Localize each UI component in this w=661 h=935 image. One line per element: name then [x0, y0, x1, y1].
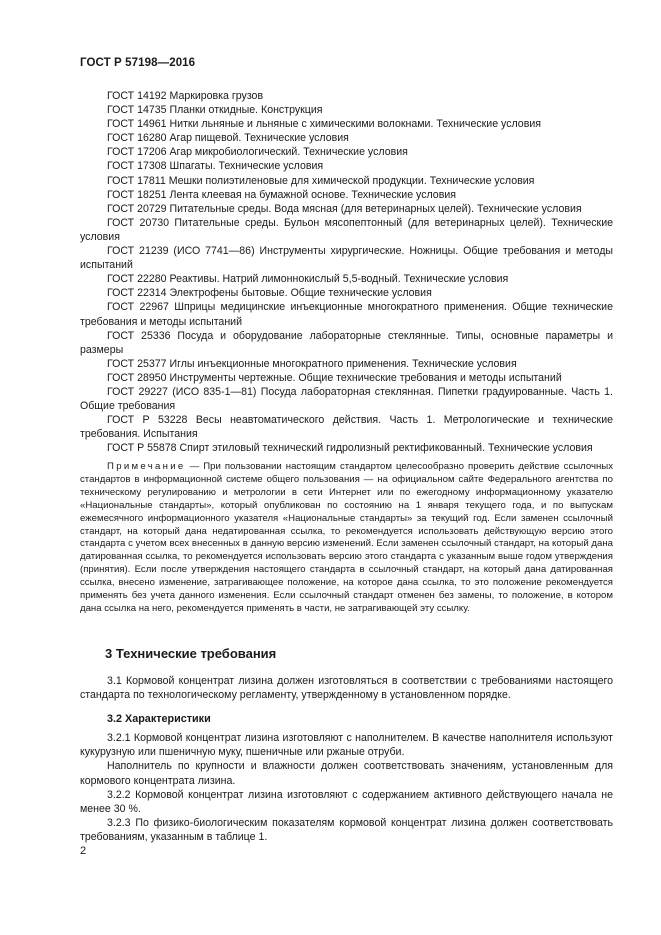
note-paragraph [80, 461, 613, 616]
paragraph-3-2-1: 3.2.1 Кормовой концентрат лизина изготовляют с наполнителем. В качестве наполнителя используют кукурузную или пшеничную муку, пшеничные или ржаные отруби. [80, 732, 613, 759]
paragraph-3-2-2: 3.2.2 Кормовой концентрат лизина изготовляют с содержанием активного действующего начала не менее 30 %. [80, 788, 613, 816]
reference-item: ГОСТ 25336 Посуда и оборудование лабораторные стеклянные. Типы, основные параметры и размеры [80, 329, 613, 356]
reference-item: ГОСТ 14961 Нитки льняные и льняные с химическими волокнами. Технические условия [107, 118, 541, 131]
reference-item: ГОСТ 25377 Иглы инъекционные многократного применения. Технические условия [107, 357, 517, 370]
reference-item: ГОСТ 18251 Лента клеевая на бумажной основе. Технические условия [107, 188, 456, 201]
paragraph-3-2-1-filler: Наполнитель по крупности и влажности должен соответствовать значениям, установленным для кормового концентрата лизина. [80, 760, 613, 787]
references-list [80, 89, 613, 455]
reference-item: ГОСТ 17811 Мешки полиэтиленовые для химической продукции. Технические условия [107, 174, 535, 187]
reference-item: ГОСТ 21239 (ИСО 7741—86) Инструменты хирургические. Ножницы. Общие требования и методы испытаний [80, 245, 613, 272]
paragraph-3-1: 3.1 Кормовой концентрат лизина должен изготовляться в соответствии с требованиями настоящего стандарта по технологическому регламенту, утвержденному в установленном порядке. [80, 675, 613, 702]
section-title: 3 Технические требования [105, 646, 277, 661]
section-3-2-body [80, 731, 613, 845]
note-text: — При пользовании настоящим стандартом целесообразно проверить действие ссылочных стандартов в информационной системе общего пользования — на официальном сайте Федерального агентства по техническому регулированию и метрологии в сети Интернет или по ежегодному информационному указателю «Национальные стандарты», который опубликован по состоянию на 1 января текущего года, и по выпускам ежемесячного информационного указателя «Национальные стандарты» за текущий год. Если заменен ссылочный стандарт, на который дана недатированная ссылка, то рекомендуется использовать действующую версию этого стандарта с учетом всех внесенных в данную версию изменений. Если заменен ссылочный стандарт, на который дана датированная ссылка, то рекомендуется использовать версию этого стандарта с указанным выше годом утверждения (принятия). Если после утверждения настоящего стандарта в ссылочный стандарт, на который дана датированная ссылка, внесено изменение, затрагивающее положение, на которое дана ссылка, то это положение рекомендуется применять без учета данного изменения. Если ссылочный стандарт отменен без замены, то положение, в котором дана ссылка на него, рекомендуется применять в части, не затрагивающей эту ссылку. [80, 461, 613, 614]
reference-item: ГОСТ Р 55878 Спирт этиловый технический гидролизный ректификованный. Технические условия [107, 442, 593, 455]
reference-item: ГОСТ 22314 Электрофены бытовые. Общие технические условия [107, 287, 432, 300]
reference-item: ГОСТ 28950 Инструменты чертежные. Общие технические требования и методы испытаний [107, 371, 562, 384]
reference-item: ГОСТ 29227 (ИСО 835-1—81) Посуда лабораторная стеклянная. Пипетки градуированные. Часть 1. Общие требования [80, 385, 613, 413]
paragraph-3-2-3: 3.2.3 По физико-биологическим показателям кормовой концентрат лизина должен соответствовать требованиям, указанным в таблице 1. [80, 817, 613, 844]
reference-item: ГОСТ 14192 Маркировка грузов [107, 90, 264, 102]
note-label: Примечание [107, 461, 186, 472]
reference-item: ГОСТ 20729 Питательные среды. Вода мясная (для ветеринарных целей). Технические условия [107, 202, 582, 215]
page-number: 2 [80, 845, 87, 857]
section-3-1 [80, 674, 613, 702]
reference-item: ГОСТ 14735 Планки откидные. Конструкция [107, 104, 323, 117]
page-header: ГОСТ Р 57198—2016 [80, 57, 196, 69]
reference-item: ГОСТ 16280 Агар пищевой. Технические условия [107, 132, 349, 145]
subsection-title: 3.2 Характеристики [107, 713, 211, 725]
reference-item: ГОСТ 17206 Агар микробиологический. Технические условия [107, 146, 408, 159]
reference-item: ГОСТ 22280 Реактивы. Натрий лимоннокислый 5,5-водный. Технические условия [107, 273, 509, 286]
reference-item: ГОСТ 22967 Шприцы медицинские инъекционные многократного применения. Общие технические требования и методы испытаний [80, 301, 613, 328]
reference-item: ГОСТ 17308 Шпагаты. Технические условия [107, 160, 324, 173]
reference-item: ГОСТ 20730 Питательные среды. Бульон мясопептонный (для ветеринарных целей). Технические условия [80, 216, 613, 243]
reference-item: ГОСТ Р 53228 Весы неавтоматического действия. Часть 1. Метрологические и технические требования. Испытания [80, 414, 613, 441]
